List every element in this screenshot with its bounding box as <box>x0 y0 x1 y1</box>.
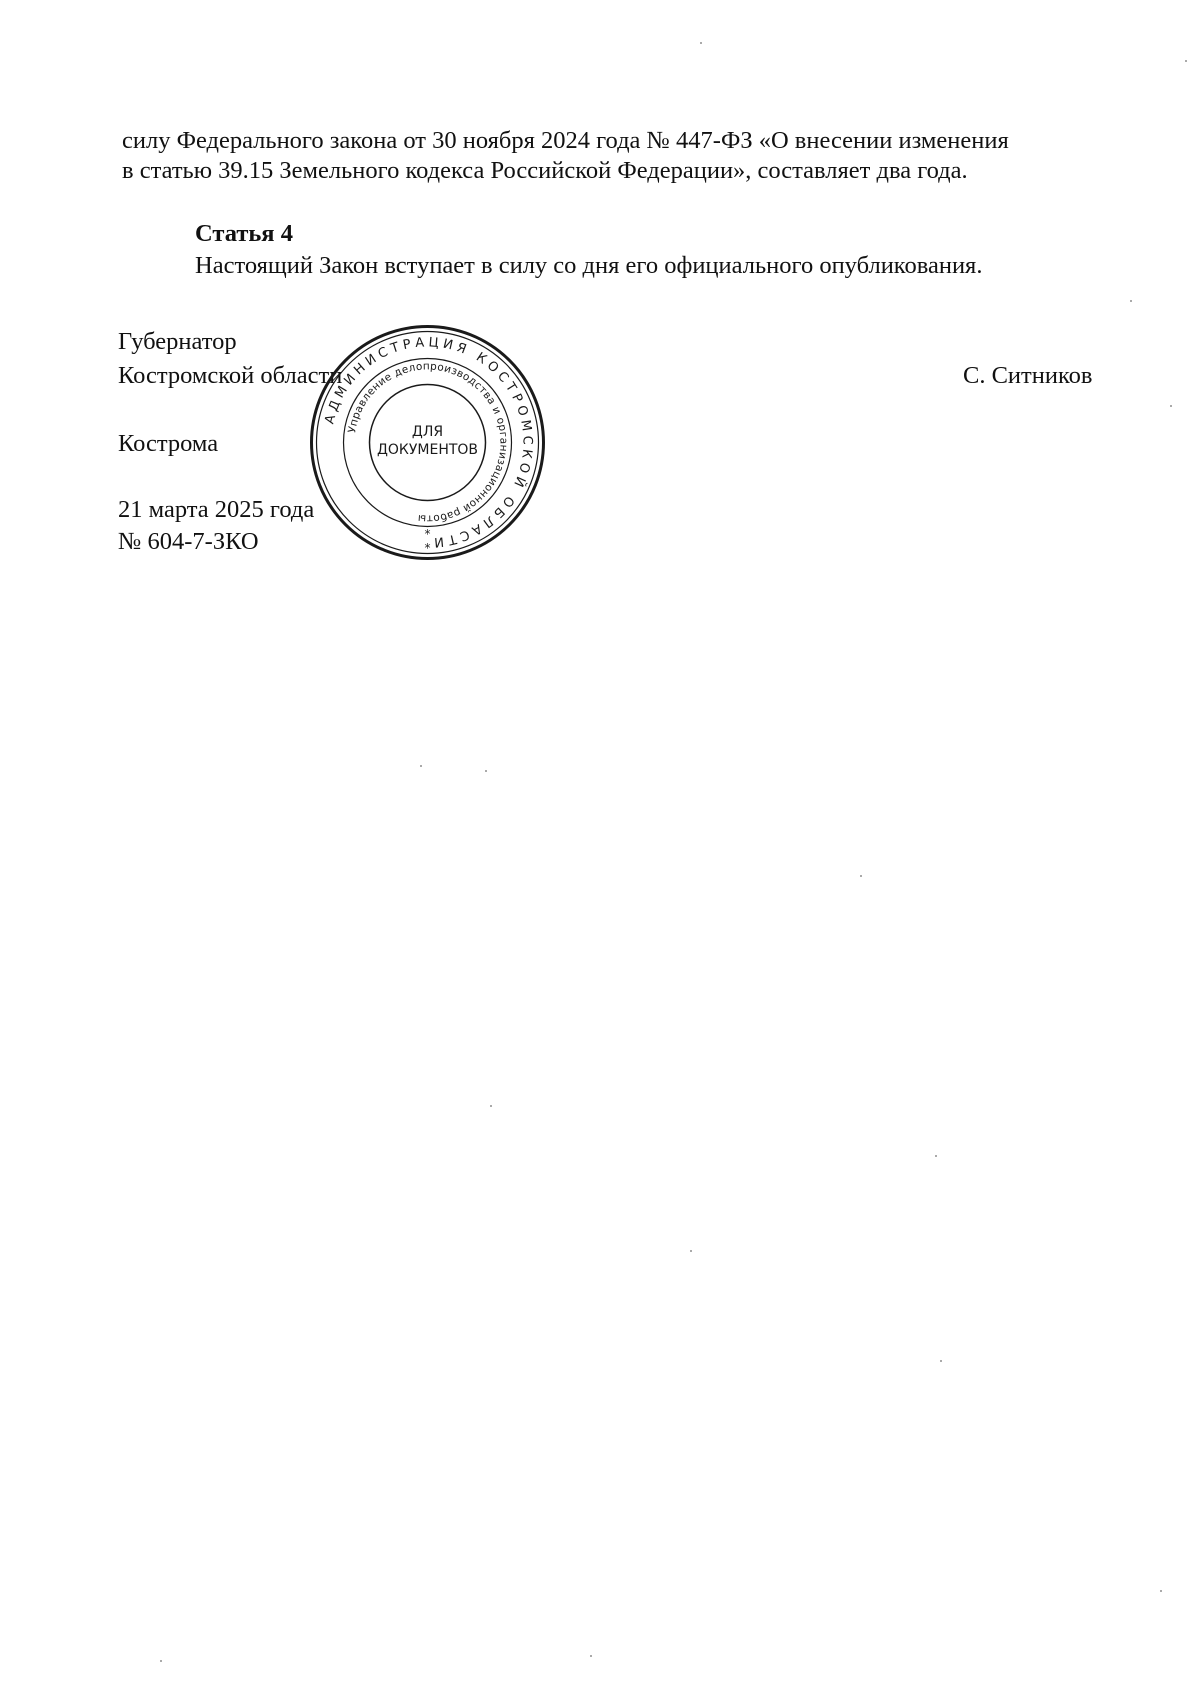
svg-text:АДМИНИСТРАЦИЯ КОСТРОМСКОЙ ОБЛА: АДМИНИСТРАЦИЯ КОСТРОМСКОЙ ОБЛАСТИ <box>322 335 535 550</box>
scan-speck <box>1185 60 1187 62</box>
scan-speck <box>590 1655 592 1657</box>
svg-text:ДЛЯ: ДЛЯ <box>411 424 444 440</box>
scan-speck <box>940 1360 942 1362</box>
svg-text:ДОКУМЕНТОВ: ДОКУМЕНТОВ <box>376 442 479 458</box>
svg-text:Управление делопроизводства и: Управление делопроизводства и организационной работы <box>346 360 510 525</box>
official-seal <box>305 320 550 565</box>
scan-speck <box>420 765 422 767</box>
article-title: Статья 4 <box>195 220 293 247</box>
signer-name: С. Ситников <box>963 362 1093 389</box>
scan-speck <box>935 1155 937 1157</box>
signer-position-line-1: Губернатор <box>118 328 237 355</box>
signer-position-line-2: Костромской области <box>118 362 343 389</box>
svg-text:*: * <box>424 541 431 555</box>
scan-speck <box>1160 1590 1162 1592</box>
document-date: 21 марта 2025 года <box>118 496 315 523</box>
paragraph-line-2: в статью 39.15 Земельного кодекса Российской Федерации», составляет два года. <box>122 157 968 184</box>
svg-text:*: * <box>424 527 431 541</box>
city: Кострома <box>118 430 219 457</box>
scan-speck <box>490 1105 492 1107</box>
document-number: № 604-7-ЗКО <box>118 528 259 555</box>
scan-speck <box>1170 405 1172 407</box>
paragraph-line-1: силу Федерального закона от 30 ноября 2024 года № 447-ФЗ «О внесении изменения <box>122 127 1009 154</box>
scan-speck <box>860 875 862 877</box>
scan-speck <box>160 1660 162 1662</box>
scan-speck <box>1130 300 1132 302</box>
scan-speck <box>700 42 702 44</box>
article-text: Настоящий Закон вступает в силу со дня его официального опубликования. <box>195 252 983 279</box>
scan-speck <box>485 770 487 772</box>
scan-speck <box>690 1250 692 1252</box>
